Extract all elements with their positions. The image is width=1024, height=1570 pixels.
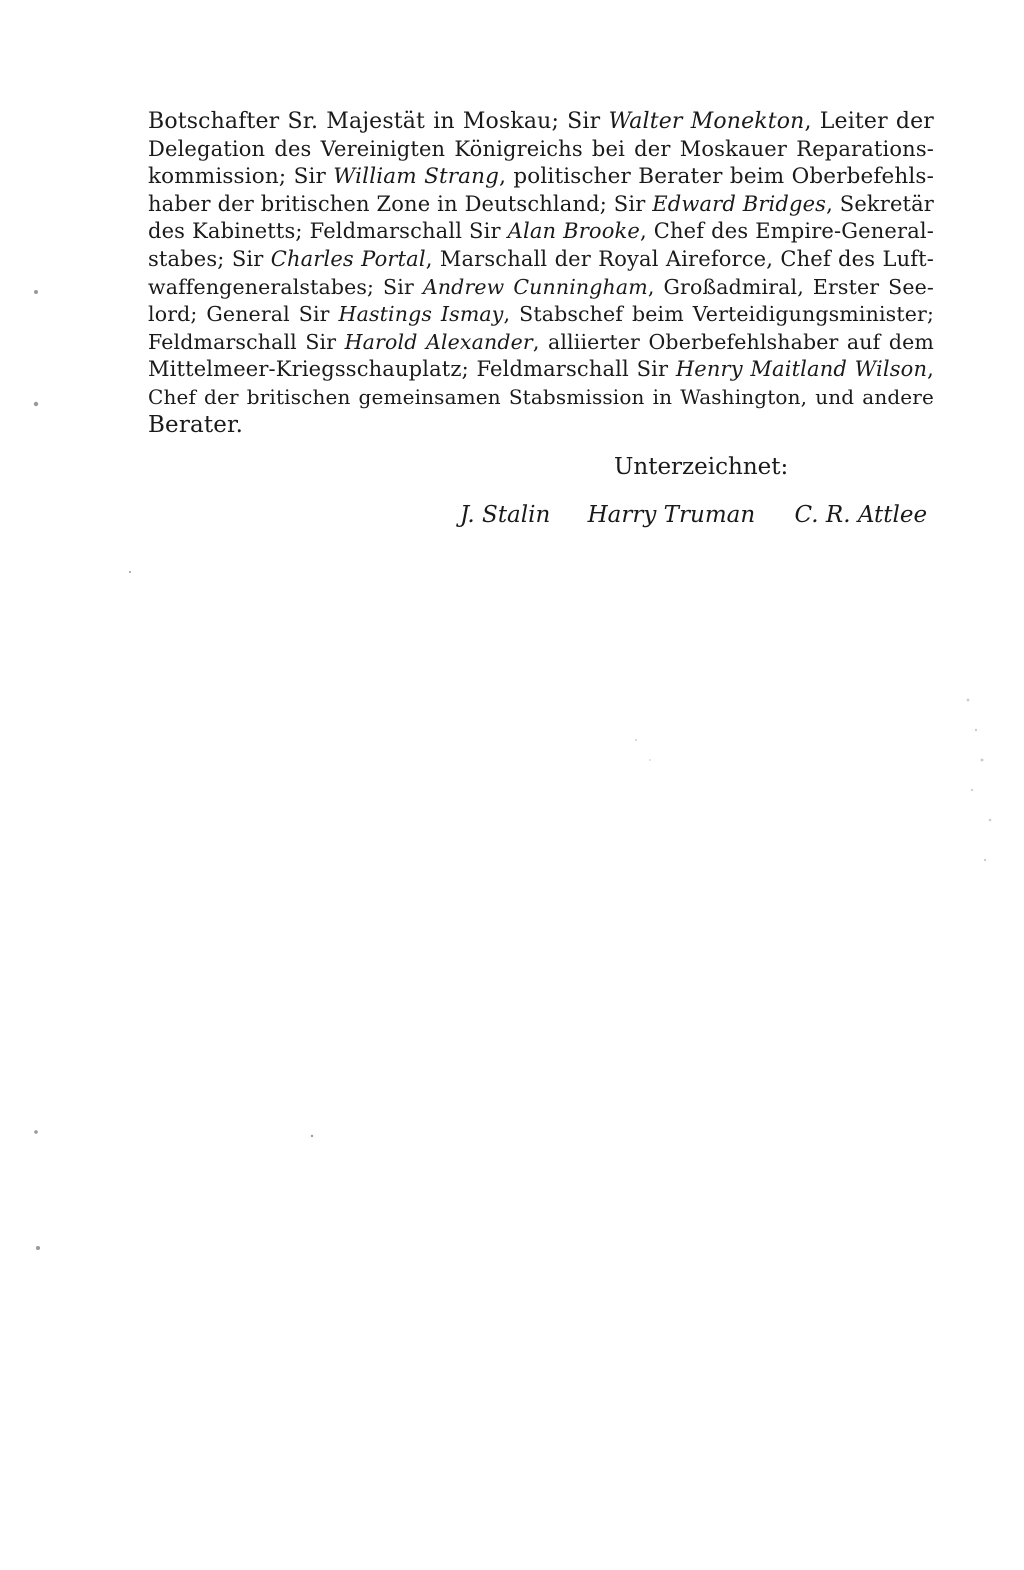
text-line (148, 384, 934, 412)
text-run: Botschafter Sr. Majestät in Moskau; Sir (148, 109, 609, 134)
text-line (148, 246, 934, 274)
text-run: haber der britischen Zone in Deutschland; Sir (148, 191, 653, 216)
text-line (148, 329, 934, 357)
text-run: Delegation des Vereinigten Königreichs bei der Moskauer Reparations- (148, 136, 934, 161)
text-line (148, 356, 934, 384)
text-line (148, 218, 934, 246)
speck (971, 789, 973, 791)
person-name: Edward Bridges (652, 191, 827, 216)
text-run: , Leiter der (804, 109, 934, 134)
speck (129, 571, 131, 573)
speck (635, 739, 637, 741)
speck (34, 290, 38, 294)
text-line (148, 412, 934, 440)
text-line (148, 108, 934, 136)
signature-attlee: C. R. Attlee (794, 502, 928, 528)
delegation-paragraph (148, 108, 934, 439)
person-name: Walter Monekton (608, 109, 805, 134)
person-name: Harold Alexander (344, 329, 533, 354)
speck (984, 859, 986, 861)
person-name: Charles Portal (270, 246, 426, 271)
signed-label: Unterzeichnet: (614, 454, 789, 480)
text-run: kommission; Sir (148, 164, 334, 190)
text-run: , alliierter Oberbefehlshaber auf dem (532, 329, 935, 354)
speck (34, 402, 38, 406)
speck (36, 1246, 40, 1250)
text-run: des Kabinetts; Feldmarschall Sir (148, 219, 508, 244)
text-run: Mittelmeer-Kriegsschauplatz; Feldmarschall Sir (148, 357, 676, 382)
text-line (148, 163, 934, 191)
text-run: , politischer Berater beim Oberbefehls- (499, 164, 934, 190)
text-run: , Chef des Empire-General- (639, 219, 934, 244)
speck (981, 759, 984, 762)
speck (989, 819, 992, 822)
person-name: William Strang (333, 164, 500, 190)
text-line (148, 191, 934, 219)
person-name: Henry Maitland Wilson (675, 357, 928, 382)
text-run: , Marschall der Royal Aireforce, Chef des Luft- (425, 246, 934, 271)
speck (649, 759, 651, 761)
text-run: Chef der britischen gemeinsamen Stabsmission in Washington, und andere (148, 384, 934, 409)
text-run: , Stabschef beim Verteidigungsminister; (503, 302, 934, 327)
signature-stalin: J. Stalin (460, 502, 551, 528)
text-run: , Großadmiral, Erster See- (647, 274, 934, 299)
text-run: Berater. (148, 411, 244, 438)
text-run: stabes; Sir (148, 246, 271, 271)
speck (311, 1135, 313, 1137)
person-name: Alan Brooke (507, 219, 640, 244)
text-run: Feldmarschall Sir (148, 329, 345, 354)
signature-line (460, 500, 927, 530)
text-run: lord; General Sir (148, 302, 339, 327)
text-line (148, 136, 934, 164)
text-run: , Sekretär (826, 191, 934, 216)
speck (975, 729, 977, 731)
person-name: Hastings Ismay (338, 302, 504, 327)
signature-truman: Harry Truman (587, 502, 756, 528)
text-run: waffengeneralstabes; Sir (148, 274, 423, 299)
speck (34, 1130, 38, 1134)
text-line (148, 274, 934, 302)
speck (967, 699, 970, 702)
person-name: Andrew Cunningham (422, 274, 648, 299)
text-line (148, 301, 934, 329)
text-run: , (927, 357, 934, 382)
